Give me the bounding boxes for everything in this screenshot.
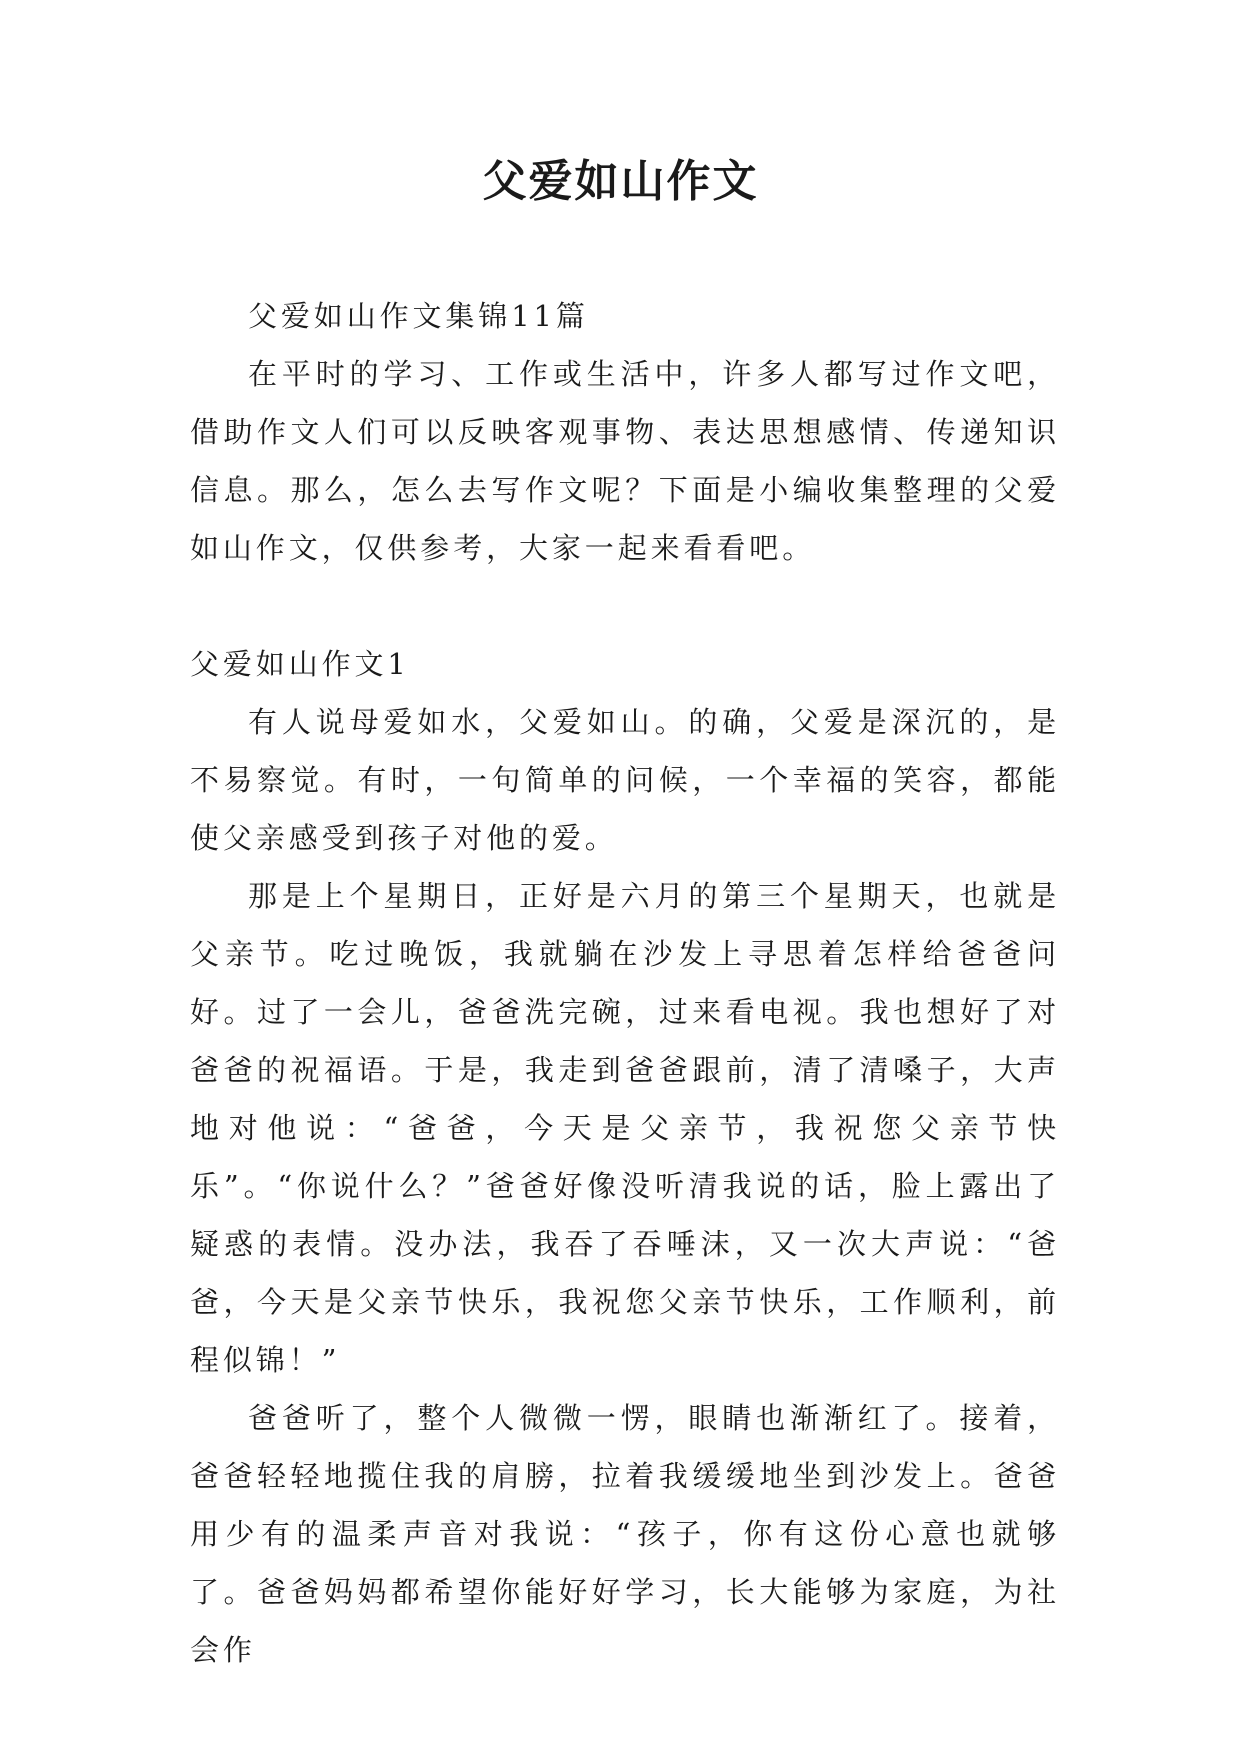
document-title: 父爱如山作文 [482,156,759,207]
section-spacer [190,577,1060,635]
collection-heading: 父爱如山作文集锦11篇 [248,299,589,333]
essay-paragraph: 有人说母爱如水，父爱如山。的确，父爱是深沉的，是不易察觉。有时，一句简单的问候，一个幸福的笑容，都能使父亲感受到孩子对他的爱。 [190,705,1060,855]
essay-paragraph: 爸爸听了，整个人微微一愣，眼睛也渐渐红了。接着，爸爸轻轻地揽住我的肩膀，拉着我缓缓地坐到沙发上。爸爸用少有的温柔声音对我说：“孩子，你有这份心意也就够了。爸爸妈妈都希望你能好好学习，长大能够为家庭，为社会作 [190,1401,1060,1667]
document-body [190,287,1060,1679]
essay-title: 父爱如山作文1 [190,647,410,681]
intro-paragraph: 在平时的学习、工作或生活中，许多人都写过作文吧，借助作文人们可以反映客观事物、表达思想感情、传递知识信息。那么，怎么去写作文呢？下面是小编收集整理的父爱如山作文，仅供参考，大家一起来看看吧。 [190,357,1060,565]
essay-paragraph: 那是上个星期日，正好是六月的第三个星期天，也就是父亲节。吃过晚饭，我就躺在沙发上寻思着怎样给爸爸问好。过了一会儿，爸爸洗完碗，过来看电视。我也想好了对爸爸的祝福语。于是，我走到爸爸跟前，清了清嗓子，大声地对他说：“爸爸，今天是父亲节，我祝您父亲节快乐”。“你说什么？”爸爸好像没听清我说的话，脸上露出了疑惑的表情。没办法，我吞了吞唾沫，又一次大声说：“爸爸，今天是父亲节快乐，我祝您父亲节快乐，工作顺利，前程似锦！” [190,879,1060,1377]
